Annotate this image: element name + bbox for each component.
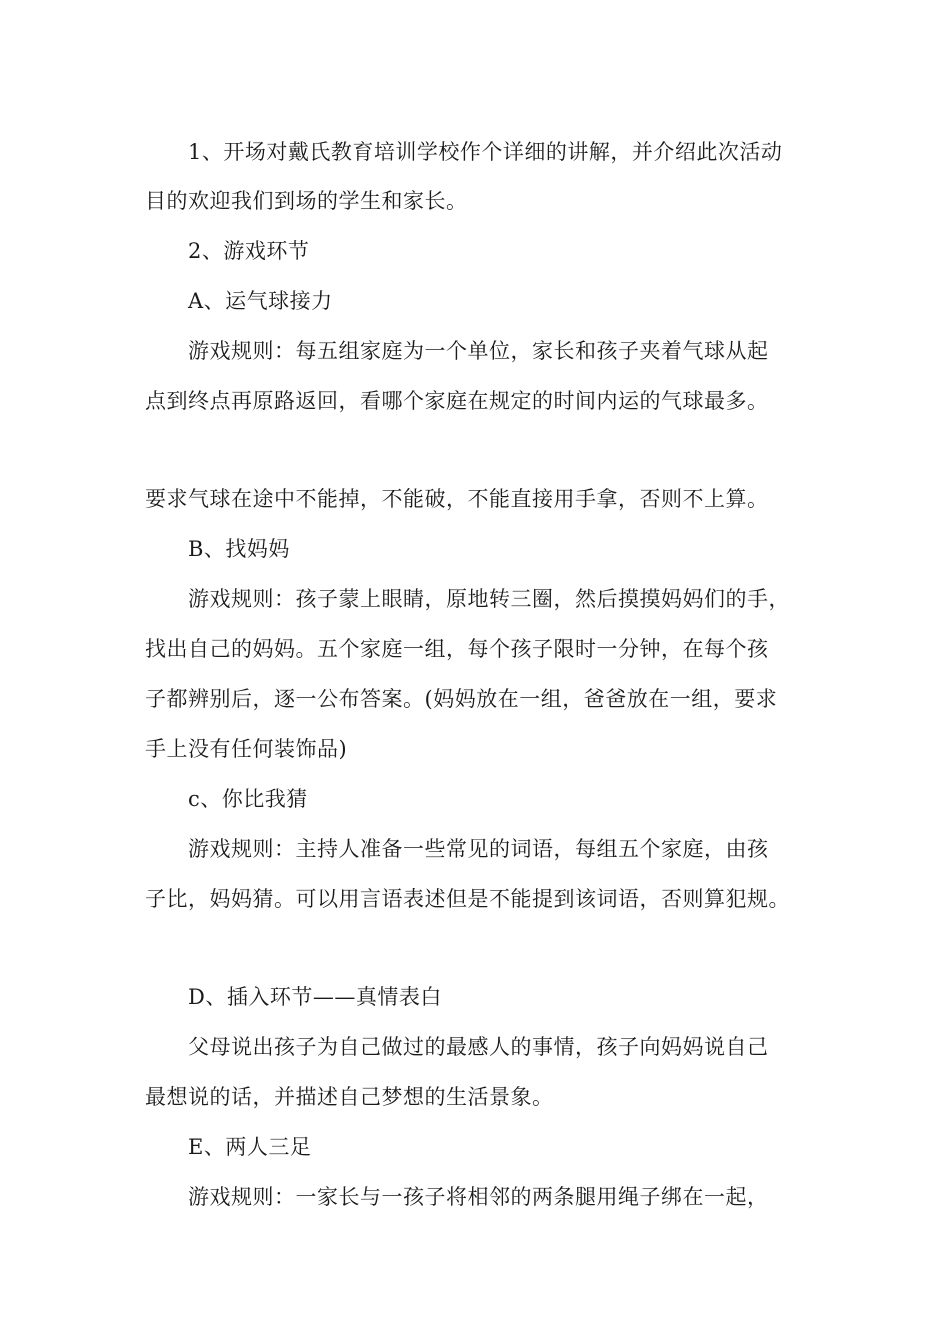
game-c-rules-line-2: 子比，妈妈猜。可以用言语表述但是不能提到该词语，否则算犯规。 <box>145 887 790 911</box>
game-a-rules-line-1: 游戏规则：每五组家庭为一个单位，家长和孩子夹着气球从起 <box>188 339 769 363</box>
game-a-rules-line-2: 点到终点再原路返回，看哪个家庭在规定的时间内运的气球最多。 <box>145 389 769 413</box>
paragraph-opening-line-1: 1、开场对戴氏教育培训学校作个详细的讲解，并介绍此次活动 <box>188 140 783 164</box>
paragraph-opening-line-2: 目的欢迎我们到场的学生和家长。 <box>145 189 468 213</box>
game-b-rules-line-3: 子都辨别后，逐一公布答案。(妈妈放在一组，爸爸放在一组，要求 <box>145 687 778 711</box>
game-b-rules-line-4: 手上没有任何装饰品) <box>145 737 348 761</box>
segment-d-body-line-1: 父母说出孩子为自己做过的最感人的事情，孩子向妈妈说自己 <box>188 1035 769 1059</box>
game-c-title: c、你比我猜 <box>188 787 308 811</box>
game-c-rules-line-1: 游戏规则：主持人准备一些常见的词语，每组五个家庭，由孩 <box>188 837 769 861</box>
segment-d-body-line-2: 最想说的话，并描述自己梦想的生活景象。 <box>145 1085 554 1109</box>
game-e-title: E、两人三足 <box>188 1135 312 1159</box>
game-b-title: B、找妈妈 <box>188 537 290 561</box>
game-b-rules-line-1: 游戏规则：孩子蒙上眼睛，原地转三圈，然后摸摸妈妈们的手， <box>188 587 790 611</box>
game-e-rules-line-1: 游戏规则：一家长与一孩子将相邻的两条腿用绳子绑在一起， <box>188 1185 769 1209</box>
game-a-requirement: 要求气球在途中不能掉，不能破，不能直接用手拿，否则不上算。 <box>145 487 769 511</box>
section-heading-games: 2、游戏环节 <box>188 239 310 263</box>
game-a-title: A、运气球接力 <box>188 289 333 313</box>
segment-d-title: D、插入环节——真情表白 <box>188 985 442 1009</box>
game-b-rules-line-2: 找出自己的妈妈。五个家庭一组，每个孩子限时一分钟，在每个孩 <box>145 637 769 661</box>
